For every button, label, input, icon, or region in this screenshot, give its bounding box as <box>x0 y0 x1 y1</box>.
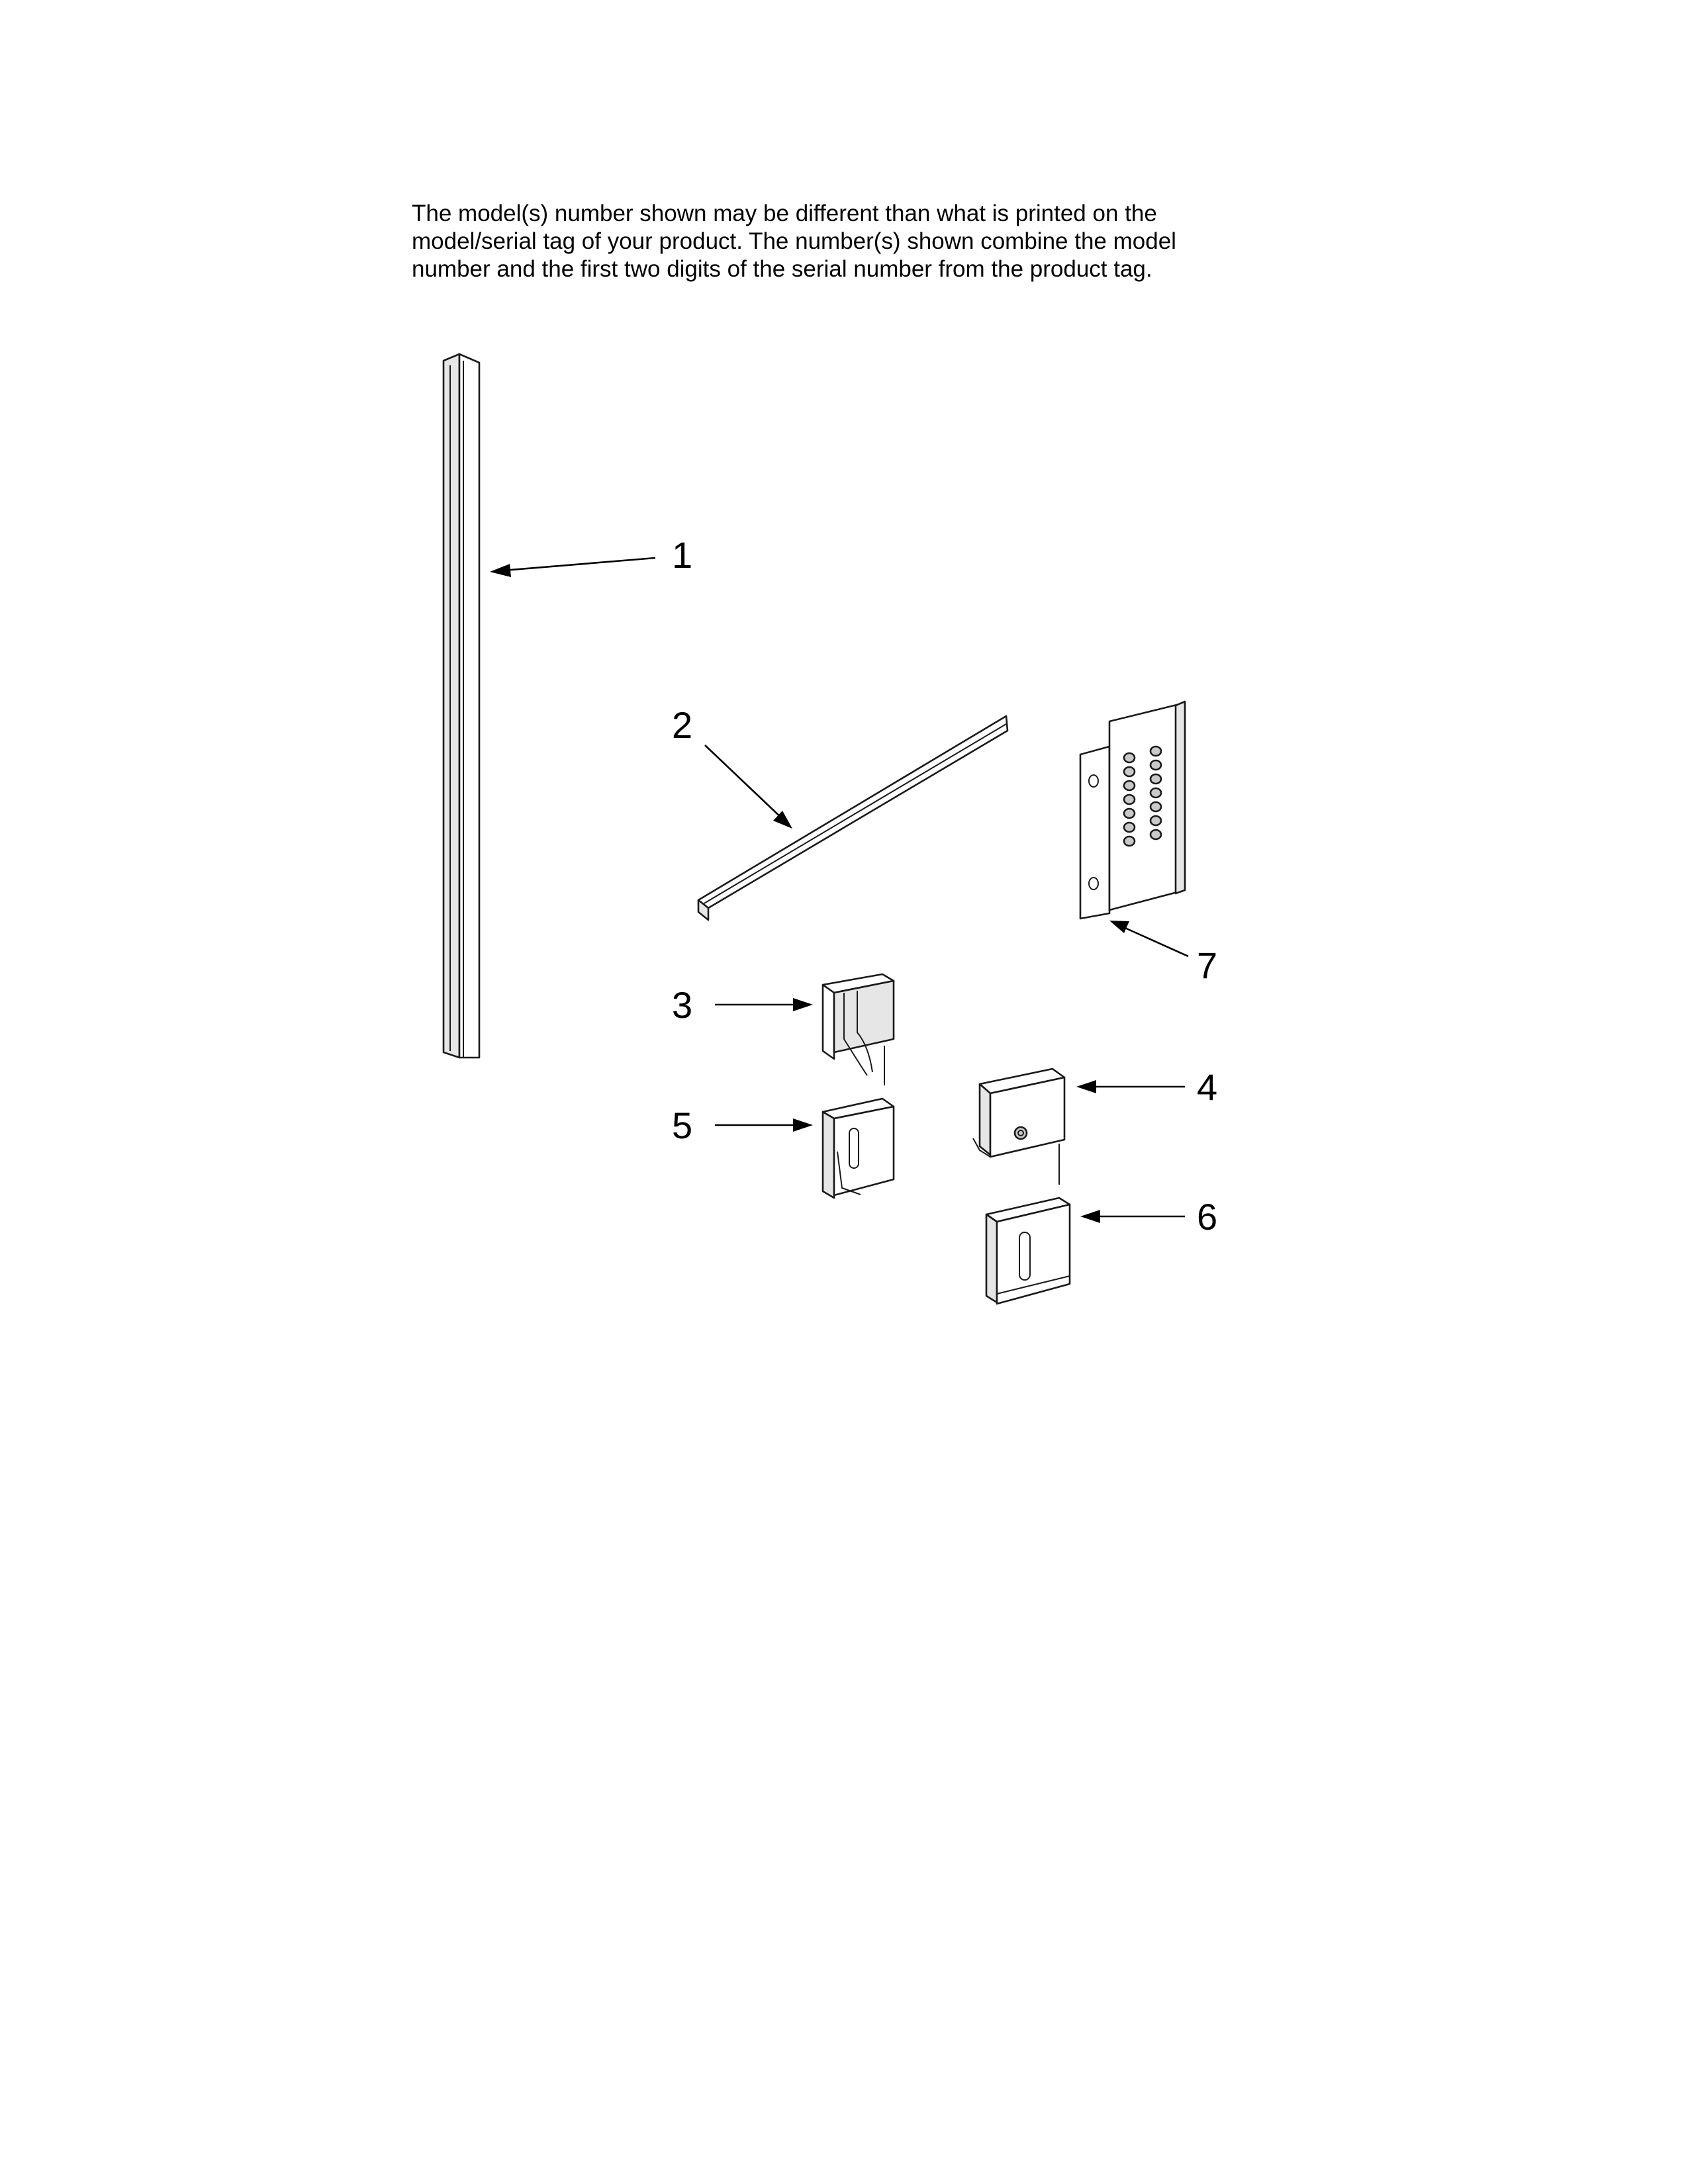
callout-3: 3 <box>672 984 693 1026</box>
disclaimer-line-1: The model(s) number shown may be different than what is printed on the <box>412 201 1157 226</box>
callout-1: 1 <box>672 534 693 576</box>
leader-2 <box>705 745 792 829</box>
leader-7 <box>1109 921 1188 956</box>
part-7-bracket-plate <box>1080 702 1185 919</box>
callout-2: 2 <box>672 704 693 746</box>
part-3-clip <box>823 974 894 1075</box>
disclaimer-line-3: number and the first two digits of the serial number from the product tag. <box>412 256 1152 282</box>
callout-6: 6 <box>1197 1196 1218 1238</box>
part-6-clip <box>986 1198 1070 1304</box>
part-5-clip <box>823 1099 894 1198</box>
leader-3 <box>715 998 813 1011</box>
part-1-vertical-trim <box>444 354 479 1058</box>
leader-5 <box>715 1118 813 1132</box>
part-2-angle-strip <box>698 716 1008 920</box>
leader-6 <box>1080 1210 1185 1223</box>
callout-4: 4 <box>1197 1066 1218 1108</box>
part-4-clip <box>973 1069 1064 1157</box>
disclaimer-line-2: model/serial tag of your product. The number(s) shown combine the model <box>412 228 1176 254</box>
leader-1 <box>490 558 655 577</box>
callout-7: 7 <box>1197 944 1218 986</box>
leader-4 <box>1076 1080 1185 1093</box>
callout-5: 5 <box>672 1105 693 1146</box>
